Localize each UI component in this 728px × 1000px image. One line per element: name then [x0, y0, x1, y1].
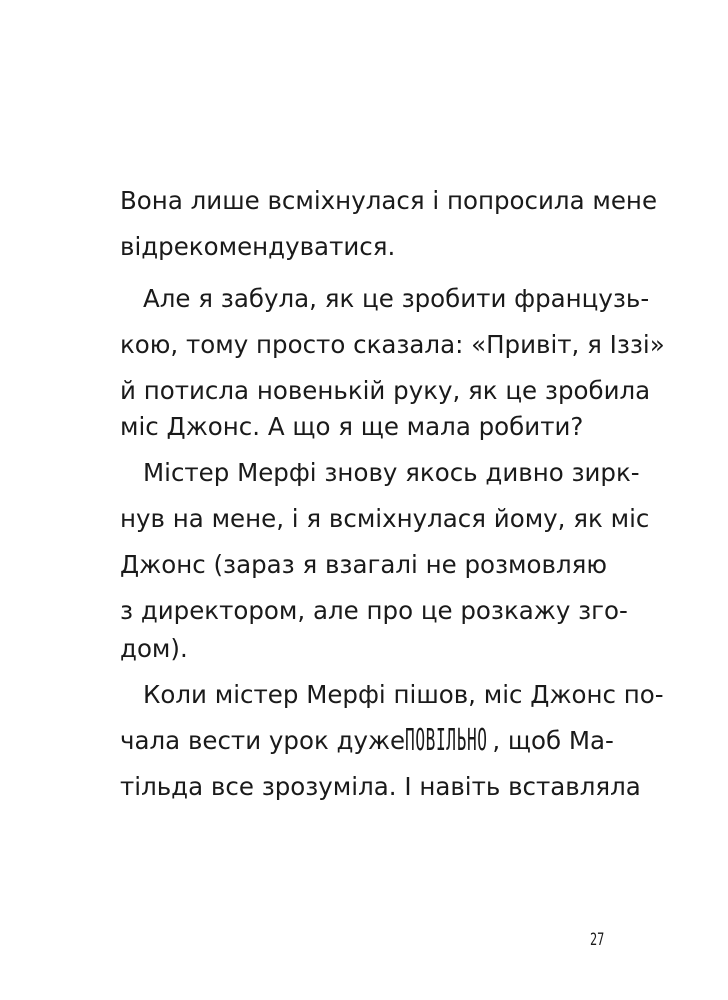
text-segment-after-emphasis: , щоб Ма-	[492, 726, 614, 755]
text-line-13	[120, 723, 614, 759]
emphasized-word: ПОВІЛЬНО	[405, 723, 488, 759]
text-line-14: тільда все зрозуміла. І навіть вставляла	[120, 772, 641, 801]
text-line-10: з директором, але про це розкажу зго-	[120, 596, 628, 625]
text-segment-before-emphasis: чала вести урок дуже	[120, 726, 406, 755]
text-line-4: кою, тому просто сказала: «Привіт, я Іззі»	[120, 330, 665, 359]
text-line-7: Містер Мерфі знову якось дивно зирк-	[143, 458, 640, 487]
text-line-3: Але я забула, як це зробити французь-	[143, 284, 650, 313]
text-line-6: міс Джонс. А що я ще мала робити?	[120, 412, 584, 441]
text-line-1: Вона лише всміхнулася і попросила мене	[120, 186, 658, 215]
text-line-12: Коли містер Мерфі пішов, міс Джонс по-	[143, 680, 664, 709]
text-line-8: нув на мене, і я всміхнулася йому, як міс	[120, 504, 650, 533]
text-line-5: й потисла новенькій руку, як це зробила	[120, 376, 651, 405]
text-line-9: Джонс (зараз я взагалі не розмовляю	[120, 550, 607, 579]
text-line-11: дом).	[120, 634, 188, 663]
text-line-2: відрекомендуватися.	[120, 232, 396, 261]
page-number: 27	[590, 930, 605, 950]
